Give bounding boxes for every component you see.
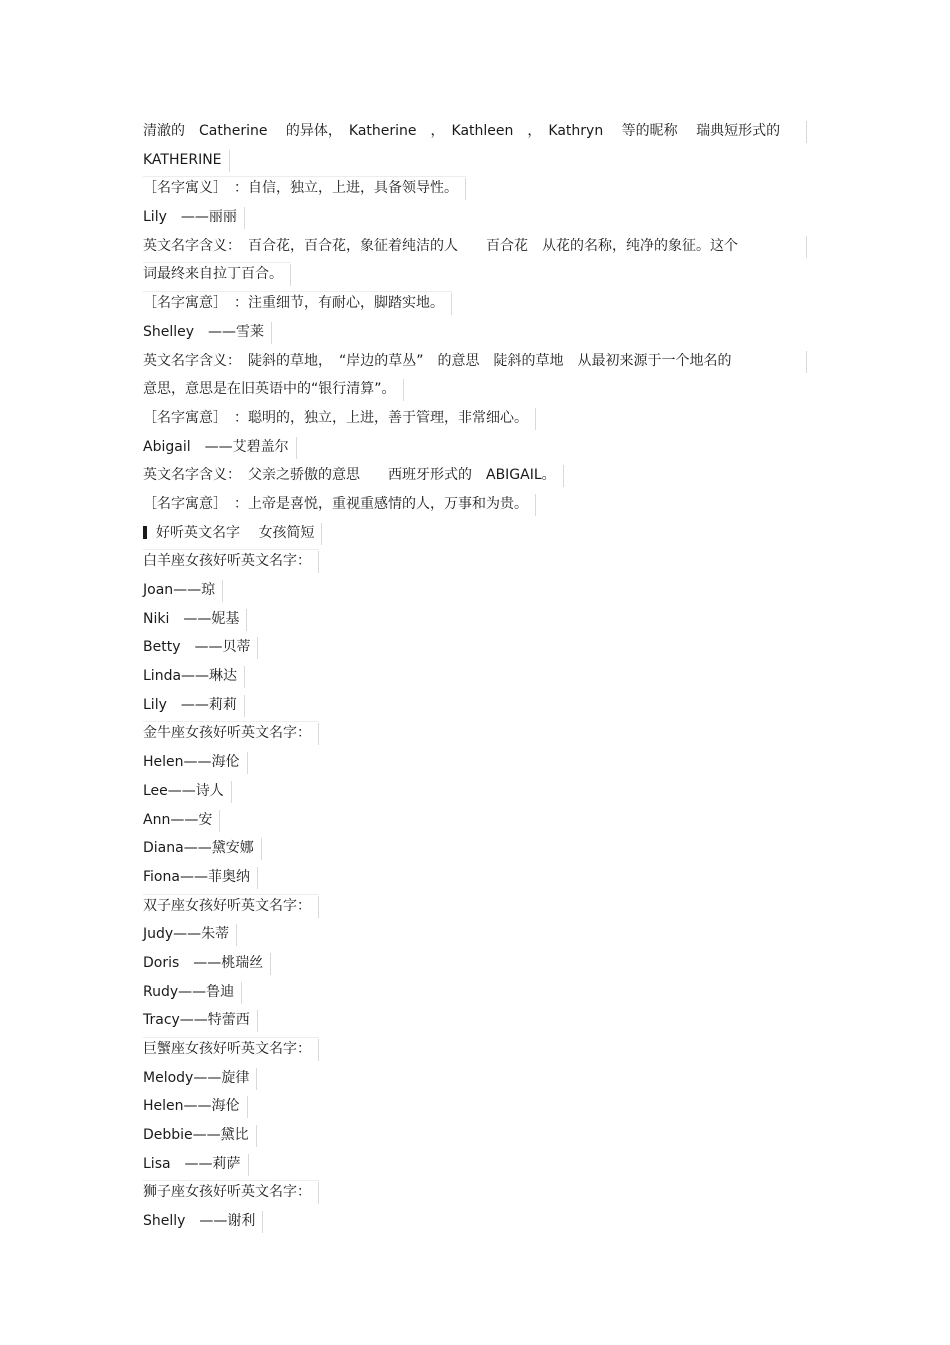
text-line	[143, 462, 807, 491]
text-line	[143, 1151, 807, 1180]
text-line-content: 狮子座女孩好听英文名字：	[143, 1179, 319, 1205]
text-line-content: KATHERINE	[143, 147, 230, 173]
text-line	[143, 634, 807, 663]
text-line-content: Shelly ——谢利	[143, 1208, 263, 1234]
text-line-content: ［名字寓义］ ：自信，独立，上进，具备领导性。	[143, 175, 466, 201]
text-line-content: Helen——海伦	[143, 749, 248, 775]
text-line	[143, 175, 807, 204]
text-line-content: Diana——黛安娜	[143, 835, 262, 861]
text-line-content: 巨蟹座女孩好听英文名字：	[143, 1036, 319, 1062]
text-line-content: Linda——琳达	[143, 663, 245, 689]
text-line	[143, 261, 807, 290]
text-line-content: Melody——旋律	[143, 1065, 257, 1091]
text-line-content: Lily ——莉莉	[143, 692, 245, 718]
text-line-content: 双子座女孩好听英文名字：	[143, 893, 319, 919]
text-line-content: 清澈的 Catherine 的异体， Katherine ， Kathleen ， Kathryn 等的昵称 瑞典短形式的	[143, 118, 805, 144]
text-line-content: 意思，意思是在旧英语中的“银行清算”。	[143, 376, 404, 402]
text-line-content: Lisa ——莉萨	[143, 1151, 249, 1177]
section-heading-text: 好听英文名字 女孩简短	[156, 524, 315, 541]
text-line	[143, 778, 807, 807]
text-line	[143, 147, 807, 176]
text-line-content: 金牛座女孩好听英文名字：	[143, 720, 319, 746]
text-line	[143, 348, 807, 377]
text-line	[143, 1093, 807, 1122]
text-line	[143, 893, 807, 922]
text-line-content: Lee——诗人	[143, 778, 232, 804]
text-line-content: Debbie——黛比	[143, 1122, 257, 1148]
text-line-content: Shelley ——雪莱	[143, 319, 272, 345]
text-line	[143, 979, 807, 1008]
text-line-content: 词最终来自拉丁百合。	[143, 261, 291, 287]
text-line-content: Lily ——丽丽	[143, 204, 245, 230]
text-line-content: Judy——朱蒂	[143, 921, 237, 947]
text-line-content: 英文名字含义： 父亲之骄傲的意思 西班牙形式的 ABIGAIL。	[143, 462, 564, 488]
bullet-bar-icon	[143, 526, 147, 539]
text-line	[143, 835, 807, 864]
text-line	[143, 233, 807, 262]
text-line-content: Niki ——妮基	[143, 606, 247, 632]
text-line-content: Tracy——特蕾西	[143, 1007, 258, 1033]
text-line	[143, 577, 807, 606]
text-line	[143, 1208, 807, 1237]
text-line	[143, 749, 807, 778]
text-line	[143, 1036, 807, 1065]
text-line	[143, 319, 807, 348]
text-line	[143, 606, 807, 635]
text-line-content: Abigail ——艾碧盖尔	[143, 434, 297, 460]
text-line-content: ［名字寓意］ ：聪明的，独立，上进，善于管理，非常细心。	[143, 405, 536, 431]
text-line	[143, 950, 807, 979]
text-line-content: Doris ——桃瑞丝	[143, 950, 271, 976]
text-line-content: Ann——安	[143, 807, 220, 833]
text-line	[143, 663, 807, 692]
text-line	[143, 204, 807, 233]
text-line	[143, 376, 807, 405]
text-line-content: ［名字寓意］ ：上帝是喜悦，重视重感情的人，万事和为贵。	[143, 491, 536, 517]
text-line-content: Joan——琼	[143, 577, 223, 603]
text-line	[143, 118, 807, 147]
text-line	[143, 1179, 807, 1208]
text-line	[143, 434, 807, 463]
section-heading	[143, 520, 807, 549]
text-line	[143, 491, 807, 520]
text-line-content: 白羊座女孩好听英文名字：	[143, 548, 319, 574]
text-line-content: 英文名字含义： 百合花，百合花，象征着纯洁的人 百合花 从花的名称，纯净的象征。这个	[143, 233, 805, 259]
text-line	[143, 864, 807, 893]
document-body	[143, 118, 807, 1237]
text-line	[143, 1007, 807, 1036]
text-line	[143, 1065, 807, 1094]
text-line	[143, 405, 807, 434]
text-line	[143, 548, 807, 577]
text-line-content	[143, 520, 322, 546]
text-line	[143, 720, 807, 749]
text-line-content: Rudy——鲁迪	[143, 979, 242, 1005]
text-line-content: 英文名字含义： 陡斜的草地， “岸边的草丛” 的意思 陡斜的草地 从最初来源于一个地名的	[143, 348, 805, 374]
text-line-content: ［名字寓意］ ：注重细节，有耐心，脚踏实地。	[143, 290, 452, 316]
text-line	[143, 807, 807, 836]
text-line-content: Betty ——贝蒂	[143, 634, 258, 660]
text-line	[143, 692, 807, 721]
text-line-content: Helen——海伦	[143, 1093, 248, 1119]
text-line	[143, 1122, 807, 1151]
text-line-content: Fiona——菲奥纳	[143, 864, 258, 890]
text-line	[143, 290, 807, 319]
text-line	[143, 921, 807, 950]
